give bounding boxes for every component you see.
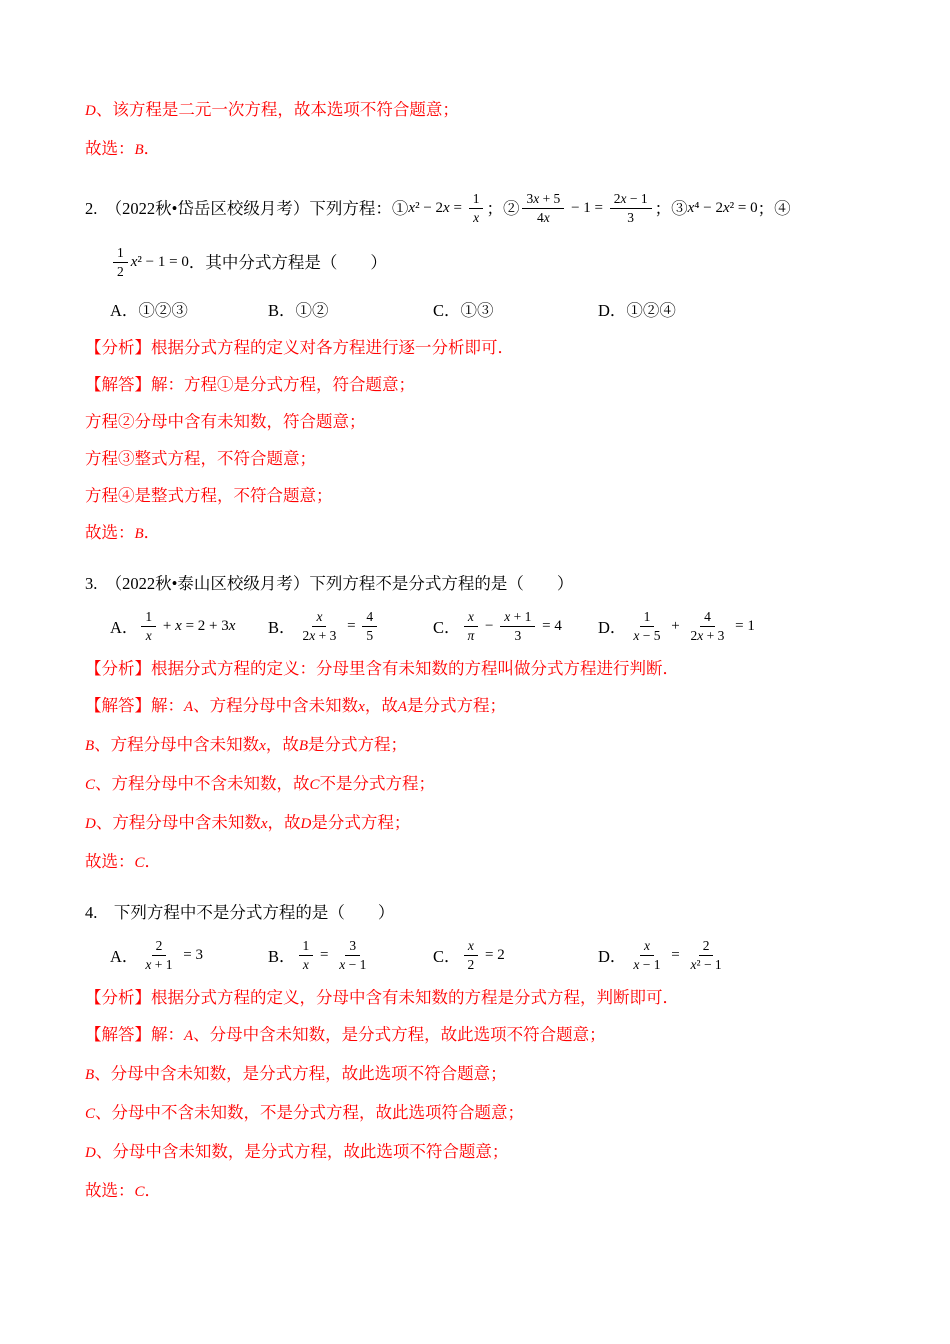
q2-analysis-line <box>85 336 886 359</box>
fraction-denominator: x² − 1 <box>690 956 722 972</box>
q4-solution-line-d <box>85 1140 886 1165</box>
text-run: 是分式方程； <box>308 735 408 755</box>
math-run: = <box>316 946 333 963</box>
text-run: 、分母中含未知数，是分式方程，故此选项不符合题意； <box>94 1064 507 1084</box>
q4-solution-line-b <box>85 1062 886 1087</box>
q2-stem-line-2 <box>85 242 886 282</box>
text-run: 方程②分母中含有未知数，符合题意； <box>85 412 366 431</box>
fraction-denominator: 3 <box>514 627 522 643</box>
text-run: A．①②③ <box>110 301 188 320</box>
text-run: D． <box>598 618 627 638</box>
fraction <box>610 191 652 225</box>
text-run: C． <box>433 618 461 638</box>
math-run: A <box>184 1028 194 1045</box>
math-run: + x = 2 + 3x <box>159 617 236 634</box>
text-run: 故选： <box>85 1181 135 1201</box>
text-run: 【解答】解： <box>85 696 184 716</box>
fraction-denominator: 5 <box>366 627 374 643</box>
math-run: C <box>134 1184 145 1201</box>
text-run: ；② <box>486 198 520 218</box>
math-run: x² − 2x = <box>408 199 466 216</box>
q4-option-c <box>433 938 598 972</box>
text-run: ，故 <box>364 696 398 716</box>
q2-solution-line-2 <box>85 410 886 433</box>
math-run: B <box>298 738 309 755</box>
q2-option-c <box>433 297 598 321</box>
fraction-numerator: 3 <box>345 938 360 956</box>
text-run: 3. （2022秋•泰山区校级月考）下列方程不是分式方程的是（ ） <box>85 574 574 593</box>
q3-option-a <box>110 609 268 643</box>
math-run: B <box>85 1067 95 1084</box>
q2-solution-line-4 <box>85 484 886 507</box>
fraction-denominator: x <box>302 956 309 972</box>
fraction-numerator: x <box>464 609 478 627</box>
math-run: = 1 <box>731 617 755 634</box>
math-run: D <box>85 816 96 833</box>
fraction <box>464 609 479 643</box>
q3-solution-line-b <box>85 733 886 758</box>
math-run: = 2 <box>481 946 505 963</box>
text-run: ，故 <box>265 735 299 755</box>
math-run: C <box>309 777 320 794</box>
fraction <box>464 938 479 972</box>
fraction-numerator: 2x − 1 <box>610 191 652 209</box>
text-run: ． <box>144 852 162 872</box>
math-run: x <box>259 738 266 755</box>
fraction-numerator: 2 <box>152 938 167 956</box>
q2-option-a <box>110 297 268 321</box>
math-run: = 4 <box>538 617 562 634</box>
text-run: B．①② <box>268 301 329 320</box>
text-run: 故选： <box>85 852 135 872</box>
text-run: D．①②④ <box>598 301 676 320</box>
fraction-numerator: x <box>464 938 478 956</box>
math-run: B <box>134 526 144 542</box>
fraction <box>141 609 156 643</box>
text-run: ；④ <box>757 198 791 218</box>
fraction <box>141 938 176 972</box>
text-run: 不是分式方程； <box>319 774 436 794</box>
text-run: 、分母中含未知数，是分式方程，故此选项不符合题意； <box>193 1025 606 1045</box>
text-run: 2. （2022秋•岱岳区校级月考）下列方程：① <box>85 198 409 218</box>
carryover-option-d-line <box>85 98 886 123</box>
math-run: C <box>85 777 96 794</box>
fraction-denominator: 2x + 3 <box>302 627 337 643</box>
q3-solution-line-c <box>85 772 886 797</box>
fraction-numerator: x <box>640 938 654 956</box>
q3-solution-line-a <box>85 694 886 719</box>
text-run: 、该方程是二元一次方程，故本选项不符合题意； <box>95 100 459 119</box>
q3-option-b <box>268 609 433 643</box>
fraction <box>362 609 377 643</box>
text-run: ． <box>143 523 161 542</box>
math-run: B <box>134 142 144 158</box>
q4-option-a <box>110 938 268 972</box>
fraction-numerator: 4 <box>362 609 377 627</box>
math-run: x <box>358 699 365 716</box>
text-run: ．其中分式方程是（ ） <box>188 252 387 272</box>
fraction <box>299 938 314 972</box>
text-run: 、方程分母中不含未知数，故 <box>95 774 310 794</box>
q4-solution-line-a <box>85 1023 886 1048</box>
fraction-denominator: 2x + 3 <box>690 627 725 643</box>
carryover-answer-line <box>85 137 886 162</box>
q3-answer-line <box>85 850 886 875</box>
fraction-denominator: 3 <box>627 209 635 225</box>
fraction <box>335 938 370 972</box>
fraction-numerator: 3x + 5 <box>522 191 564 209</box>
math-run: D <box>300 816 312 833</box>
fraction-numerator: 1 <box>469 191 484 209</box>
math-run: A <box>184 699 194 716</box>
fraction-numerator: 4 <box>700 609 715 627</box>
q3-option-c <box>433 609 598 643</box>
math-run: C <box>134 855 145 872</box>
fraction-numerator: 2 <box>699 938 714 956</box>
fraction <box>522 191 564 225</box>
text-run: 、分母中不含未知数，不是分式方程，故此选项符合题意； <box>95 1103 525 1123</box>
math-run: = <box>343 617 360 634</box>
fraction-denominator: x − 5 <box>633 627 661 643</box>
math-run: = <box>667 946 684 963</box>
text-run: 是分式方程； <box>311 813 411 833</box>
text-run: B． <box>268 618 296 638</box>
math-run: x <box>260 816 268 833</box>
math-run: C <box>85 1106 96 1123</box>
q2-solution-line-1 <box>85 373 886 396</box>
math-run: D <box>85 1145 96 1162</box>
text-run: 4. 下列方程中不是分式方程的是（ ） <box>85 903 395 923</box>
text-run: 【分析】根据分式方程的定义对各方程进行逐一分析即可． <box>85 338 514 357</box>
q4-stem-line <box>85 901 886 924</box>
text-run: A． <box>110 618 139 638</box>
math-run: D <box>85 103 96 119</box>
text-run: 【分析】根据分式方程的定义，分母中含有未知数的方程是分式方程，判断即可． <box>85 988 679 1008</box>
q3-option-d <box>598 609 886 643</box>
text-run: 、方程分母中含未知数 <box>94 735 260 755</box>
fraction <box>469 191 484 225</box>
text-run: 【解答】解：方程①是分式方程，符合题意； <box>85 375 415 394</box>
text-run: ；③ <box>654 198 688 218</box>
fraction-numerator: x <box>312 609 326 627</box>
q4-answer-line <box>85 1179 886 1204</box>
q2-option-b <box>268 297 433 321</box>
q2-solution-line-3 <box>85 447 886 470</box>
text-run: 是分式方程； <box>407 696 507 716</box>
text-run: C． <box>433 947 461 967</box>
fraction <box>113 245 128 279</box>
text-run: ． <box>144 1181 162 1201</box>
q3-stem-line <box>85 572 886 595</box>
q4-option-d <box>598 938 886 972</box>
fraction <box>687 609 729 643</box>
q4-analysis-line <box>85 986 886 1009</box>
math-run: − 1 = <box>567 199 607 216</box>
q3-solution-line-d <box>85 811 886 836</box>
fraction <box>687 938 726 972</box>
fraction-denominator: x + 1 <box>145 956 173 972</box>
text-run: 故选： <box>85 523 135 542</box>
fraction-denominator: x − 1 <box>633 956 661 972</box>
text-run: A． <box>110 947 139 967</box>
text-run: 【分析】根据分式方程的定义：分母里含有未知数的方程叫做分式方程进行判断． <box>85 659 679 679</box>
fraction-denominator: π <box>467 627 475 643</box>
text-run: 方程④是整式方程，不符合题意； <box>85 486 333 505</box>
fraction-denominator: 2 <box>117 263 124 279</box>
fraction-numerator: 1 <box>113 245 128 263</box>
text-run: 【解答】解： <box>85 1025 184 1045</box>
q2-answer-line <box>85 521 886 546</box>
q4-solution-line-c <box>85 1101 886 1126</box>
text-run: 方程③整式方程，不符合题意； <box>85 449 316 468</box>
fraction-numerator: x + 1 <box>500 609 535 627</box>
q4-option-b <box>268 938 433 972</box>
fraction-denominator: 4x <box>537 209 550 225</box>
q2-option-d <box>598 297 886 321</box>
text-run: C．①③ <box>433 301 494 320</box>
math-run: − <box>481 617 498 634</box>
fraction-numerator: 1 <box>299 938 314 956</box>
fraction-numerator: 1 <box>141 609 156 627</box>
fraction-denominator: x <box>473 209 480 225</box>
math-run: x⁴ − 2x² = 0 <box>687 199 758 216</box>
fraction-numerator: 1 <box>640 609 655 627</box>
text-run: D． <box>598 947 627 967</box>
q2-options-row <box>85 296 886 322</box>
fraction <box>629 609 664 643</box>
q3-analysis-line <box>85 657 886 680</box>
fraction-denominator: x − 1 <box>339 956 367 972</box>
fraction-denominator: x <box>145 627 152 643</box>
text-run: ，故 <box>267 813 301 833</box>
text-run: 、方程分母中含未知数 <box>193 696 359 716</box>
text-run: 、分母中含未知数，是分式方程，故此选项不符合题意； <box>95 1142 509 1162</box>
math-run: B <box>85 738 95 755</box>
text-run: ． <box>143 139 161 158</box>
math-run: = 3 <box>179 946 204 963</box>
math-run: + <box>667 617 684 634</box>
q3-options-row <box>85 609 886 643</box>
fraction <box>629 938 664 972</box>
fraction <box>299 609 341 643</box>
q2-stem-line-1 <box>85 188 886 228</box>
text-run: 、方程分母中含未知数 <box>95 813 261 833</box>
math-run: x² − 1 = 0 <box>130 253 189 270</box>
fraction <box>500 609 535 643</box>
math-run: A <box>397 699 408 716</box>
fraction-denominator: 2 <box>467 956 475 972</box>
q4-options-row <box>85 938 886 972</box>
text-run: 故选： <box>85 139 135 158</box>
text-run: B． <box>268 947 296 967</box>
